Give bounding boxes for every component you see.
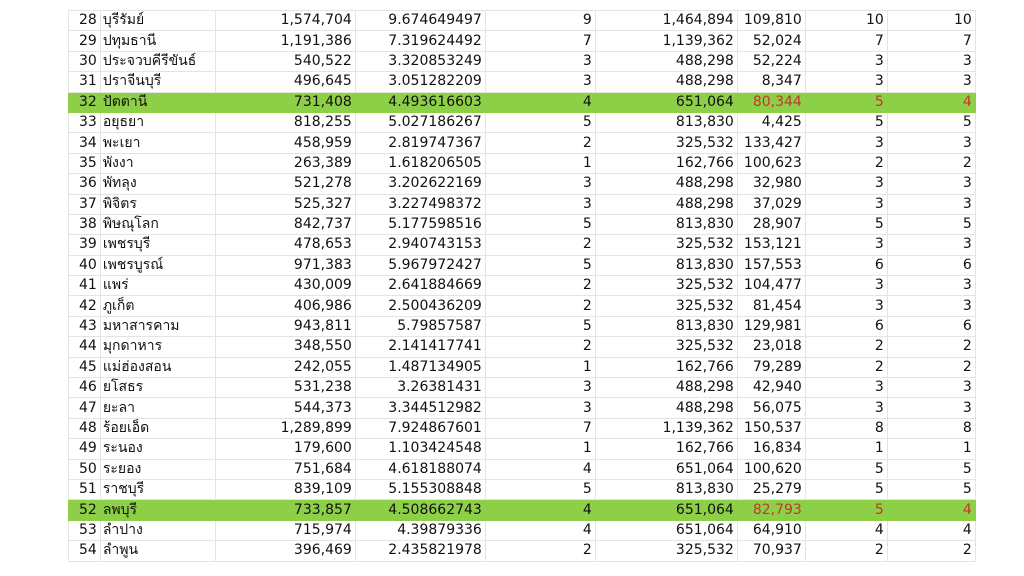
percentage-cell[interactable]: 5.79857587 bbox=[355, 316, 485, 336]
final-count-cell[interactable]: 3 bbox=[887, 378, 975, 398]
table-row bbox=[69, 296, 976, 316]
difference-cell[interactable]: 109,810 bbox=[737, 11, 805, 31]
difference-cell[interactable]: 42,940 bbox=[737, 378, 805, 398]
province-name-cell[interactable]: แม่ฮ่องสอน bbox=[100, 357, 215, 377]
base-count-cell[interactable]: 3 bbox=[485, 398, 595, 418]
amount-cell[interactable]: 488,298 bbox=[595, 398, 737, 418]
population-cell[interactable]: 839,109 bbox=[215, 479, 355, 499]
table-row bbox=[69, 31, 976, 51]
province-name-cell[interactable]: ลำปาง bbox=[100, 520, 215, 540]
final-count-cell[interactable]: 2 bbox=[887, 357, 975, 377]
percentage-cell[interactable]: 5.177598516 bbox=[355, 214, 485, 234]
difference-cell[interactable]: 23,018 bbox=[737, 337, 805, 357]
final-count-cell[interactable]: 6 bbox=[887, 255, 975, 275]
final-count-cell[interactable]: 7 bbox=[887, 31, 975, 51]
adjusted-count-cell[interactable]: 6 bbox=[805, 316, 887, 336]
province-name-cell[interactable]: เพชรบูรณ์ bbox=[100, 255, 215, 275]
adjusted-count-cell[interactable]: 5 bbox=[805, 92, 887, 112]
final-count-cell[interactable]: 5 bbox=[887, 479, 975, 499]
final-count-cell[interactable]: 3 bbox=[887, 398, 975, 418]
row-number-cell[interactable]: 30 bbox=[69, 51, 101, 71]
base-count-cell[interactable]: 1 bbox=[485, 153, 595, 173]
row-number-cell[interactable]: 44 bbox=[69, 337, 101, 357]
adjusted-count-cell[interactable]: 5 bbox=[805, 214, 887, 234]
table-row bbox=[69, 133, 976, 153]
amount-cell[interactable]: 813,830 bbox=[595, 112, 737, 132]
percentage-cell[interactable]: 3.26381431 bbox=[355, 378, 485, 398]
percentage-cell[interactable]: 3.227498372 bbox=[355, 194, 485, 214]
table-row bbox=[69, 51, 976, 71]
population-cell[interactable]: 971,383 bbox=[215, 255, 355, 275]
difference-cell[interactable]: 4,425 bbox=[737, 112, 805, 132]
table-row bbox=[69, 541, 976, 561]
table-row bbox=[69, 337, 976, 357]
percentage-cell[interactable]: 5.155308848 bbox=[355, 479, 485, 499]
percentage-cell[interactable]: 4.39879336 bbox=[355, 520, 485, 540]
difference-cell[interactable]: 37,029 bbox=[737, 194, 805, 214]
amount-cell[interactable]: 325,532 bbox=[595, 337, 737, 357]
adjusted-count-cell[interactable]: 6 bbox=[805, 255, 887, 275]
row-number-cell[interactable]: 45 bbox=[69, 357, 101, 377]
row-number-cell[interactable]: 31 bbox=[69, 72, 101, 92]
percentage-cell[interactable]: 7.924867601 bbox=[355, 418, 485, 438]
amount-cell[interactable]: 813,830 bbox=[595, 255, 737, 275]
province-name-cell[interactable]: มุกดาหาร bbox=[100, 337, 215, 357]
population-cell[interactable]: 406,986 bbox=[215, 296, 355, 316]
percentage-cell[interactable]: 5.967972427 bbox=[355, 255, 485, 275]
final-count-cell[interactable]: 3 bbox=[887, 51, 975, 71]
percentage-cell[interactable]: 2.641884669 bbox=[355, 276, 485, 296]
difference-cell[interactable]: 81,454 bbox=[737, 296, 805, 316]
adjusted-count-cell[interactable]: 3 bbox=[805, 133, 887, 153]
province-name-cell[interactable]: พิจิตร bbox=[100, 194, 215, 214]
population-cell[interactable]: 540,522 bbox=[215, 51, 355, 71]
base-count-cell[interactable]: 1 bbox=[485, 439, 595, 459]
difference-cell[interactable]: 150,537 bbox=[737, 418, 805, 438]
adjusted-count-cell[interactable]: 4 bbox=[805, 520, 887, 540]
row-number-cell[interactable]: 48 bbox=[69, 418, 101, 438]
amount-cell[interactable]: 1,464,894 bbox=[595, 11, 737, 31]
base-count-cell[interactable]: 3 bbox=[485, 72, 595, 92]
final-count-cell[interactable]: 3 bbox=[887, 235, 975, 255]
row-number-cell[interactable]: 39 bbox=[69, 235, 101, 255]
province-name-cell[interactable]: ราชบุรี bbox=[100, 479, 215, 499]
row-number-cell[interactable]: 35 bbox=[69, 153, 101, 173]
province-table bbox=[68, 10, 976, 562]
population-cell[interactable]: 1,289,899 bbox=[215, 418, 355, 438]
province-name-cell[interactable]: อยุธยา bbox=[100, 112, 215, 132]
row-number-cell[interactable]: 43 bbox=[69, 316, 101, 336]
table-row-highlighted bbox=[69, 92, 976, 112]
percentage-cell[interactable]: 3.202622169 bbox=[355, 174, 485, 194]
table-row bbox=[69, 357, 976, 377]
amount-cell[interactable]: 813,830 bbox=[595, 214, 737, 234]
province-name-cell[interactable]: ลำพูน bbox=[100, 541, 215, 561]
final-count-cell[interactable]: 3 bbox=[887, 133, 975, 153]
row-number-cell[interactable]: 53 bbox=[69, 520, 101, 540]
base-count-cell[interactable]: 3 bbox=[485, 174, 595, 194]
province-name-cell[interactable]: ยโสธร bbox=[100, 378, 215, 398]
population-cell[interactable]: 263,389 bbox=[215, 153, 355, 173]
base-count-cell[interactable]: 5 bbox=[485, 255, 595, 275]
province-name-cell[interactable]: เพชรบุรี bbox=[100, 235, 215, 255]
base-count-cell[interactable]: 1 bbox=[485, 357, 595, 377]
adjusted-count-cell[interactable]: 2 bbox=[805, 541, 887, 561]
population-cell[interactable]: 842,737 bbox=[215, 214, 355, 234]
percentage-cell[interactable]: 2.141417741 bbox=[355, 337, 485, 357]
amount-cell[interactable]: 488,298 bbox=[595, 72, 737, 92]
province-name-cell[interactable]: พัทลุง bbox=[100, 174, 215, 194]
population-cell[interactable]: 531,238 bbox=[215, 378, 355, 398]
final-count-cell[interactable]: 2 bbox=[887, 337, 975, 357]
amount-cell[interactable]: 813,830 bbox=[595, 479, 737, 499]
table-row bbox=[69, 11, 976, 31]
final-count-cell[interactable]: 3 bbox=[887, 194, 975, 214]
final-count-cell[interactable]: 5 bbox=[887, 459, 975, 479]
difference-cell[interactable]: 80,344 bbox=[737, 92, 805, 112]
base-count-cell[interactable]: 2 bbox=[485, 541, 595, 561]
row-number-cell[interactable]: 50 bbox=[69, 459, 101, 479]
difference-cell[interactable]: 82,793 bbox=[737, 500, 805, 520]
table-row bbox=[69, 153, 976, 173]
amount-cell[interactable]: 325,532 bbox=[595, 276, 737, 296]
population-cell[interactable]: 521,278 bbox=[215, 174, 355, 194]
final-count-cell[interactable]: 5 bbox=[887, 112, 975, 132]
adjusted-count-cell[interactable]: 2 bbox=[805, 153, 887, 173]
population-cell[interactable]: 396,469 bbox=[215, 541, 355, 561]
final-count-cell[interactable]: 4 bbox=[887, 500, 975, 520]
base-count-cell[interactable]: 5 bbox=[485, 214, 595, 234]
final-count-cell[interactable]: 6 bbox=[887, 316, 975, 336]
amount-cell[interactable]: 651,064 bbox=[595, 92, 737, 112]
difference-cell[interactable]: 8,347 bbox=[737, 72, 805, 92]
row-number-cell[interactable]: 28 bbox=[69, 11, 101, 31]
percentage-cell[interactable]: 4.493616603 bbox=[355, 92, 485, 112]
row-number-cell[interactable]: 29 bbox=[69, 31, 101, 51]
province-name-cell[interactable]: พังงา bbox=[100, 153, 215, 173]
final-count-cell[interactable]: 3 bbox=[887, 276, 975, 296]
percentage-cell[interactable]: 2.819747367 bbox=[355, 133, 485, 153]
population-cell[interactable]: 818,255 bbox=[215, 112, 355, 132]
base-count-cell[interactable]: 3 bbox=[485, 194, 595, 214]
difference-cell[interactable]: 104,477 bbox=[737, 276, 805, 296]
population-cell[interactable]: 348,550 bbox=[215, 337, 355, 357]
base-count-cell[interactable]: 7 bbox=[485, 418, 595, 438]
final-count-cell[interactable]: 5 bbox=[887, 214, 975, 234]
adjusted-count-cell[interactable]: 5 bbox=[805, 479, 887, 499]
table-row bbox=[69, 479, 976, 499]
amount-cell[interactable]: 1,139,362 bbox=[595, 31, 737, 51]
table-row bbox=[69, 174, 976, 194]
percentage-cell[interactable]: 3.344512982 bbox=[355, 398, 485, 418]
adjusted-count-cell[interactable]: 3 bbox=[805, 296, 887, 316]
population-cell[interactable]: 242,055 bbox=[215, 357, 355, 377]
amount-cell[interactable]: 488,298 bbox=[595, 194, 737, 214]
percentage-cell[interactable]: 1.618206505 bbox=[355, 153, 485, 173]
province-name-cell[interactable]: ร้อยเอ็ด bbox=[100, 418, 215, 438]
adjusted-count-cell[interactable]: 5 bbox=[805, 459, 887, 479]
difference-cell[interactable]: 52,024 bbox=[737, 31, 805, 51]
base-count-cell[interactable]: 2 bbox=[485, 337, 595, 357]
difference-cell[interactable]: 133,427 bbox=[737, 133, 805, 153]
difference-cell[interactable]: 79,289 bbox=[737, 357, 805, 377]
population-cell[interactable]: 478,653 bbox=[215, 235, 355, 255]
final-count-cell[interactable]: 2 bbox=[887, 153, 975, 173]
adjusted-count-cell[interactable]: 5 bbox=[805, 112, 887, 132]
difference-cell[interactable]: 32,980 bbox=[737, 174, 805, 194]
base-count-cell[interactable]: 5 bbox=[485, 316, 595, 336]
population-cell[interactable]: 458,959 bbox=[215, 133, 355, 153]
difference-cell[interactable]: 70,937 bbox=[737, 541, 805, 561]
row-number-cell[interactable]: 49 bbox=[69, 439, 101, 459]
table-row bbox=[69, 316, 976, 336]
province-name-cell[interactable]: ปัตตานี bbox=[100, 92, 215, 112]
row-number-cell[interactable]: 52 bbox=[69, 500, 101, 520]
final-count-cell[interactable]: 2 bbox=[887, 541, 975, 561]
adjusted-count-cell[interactable]: 3 bbox=[805, 72, 887, 92]
percentage-cell[interactable]: 2.500436209 bbox=[355, 296, 485, 316]
province-name-cell[interactable]: ปราจีนบุรี bbox=[100, 72, 215, 92]
row-number-cell[interactable]: 38 bbox=[69, 214, 101, 234]
province-name-cell[interactable]: แพร่ bbox=[100, 276, 215, 296]
province-name-cell[interactable]: ภูเก็ต bbox=[100, 296, 215, 316]
province-name-cell[interactable]: พะเยา bbox=[100, 133, 215, 153]
province-name-cell[interactable]: บุรีรัมย์ bbox=[100, 11, 215, 31]
table-row bbox=[69, 276, 976, 296]
percentage-cell[interactable]: 1.487134905 bbox=[355, 357, 485, 377]
percentage-cell[interactable]: 5.027186267 bbox=[355, 112, 485, 132]
province-name-cell[interactable]: ลพบุรี bbox=[100, 500, 215, 520]
adjusted-count-cell[interactable]: 3 bbox=[805, 174, 887, 194]
percentage-cell[interactable]: 4.508662743 bbox=[355, 500, 485, 520]
amount-cell[interactable]: 651,064 bbox=[595, 500, 737, 520]
percentage-cell[interactable]: 4.618188074 bbox=[355, 459, 485, 479]
amount-cell[interactable]: 488,298 bbox=[595, 51, 737, 71]
table-row bbox=[69, 439, 976, 459]
percentage-cell[interactable]: 3.320853249 bbox=[355, 51, 485, 71]
percentage-cell[interactable]: 2.435821978 bbox=[355, 541, 485, 561]
difference-cell[interactable]: 153,121 bbox=[737, 235, 805, 255]
final-count-cell[interactable]: 1 bbox=[887, 439, 975, 459]
province-name-cell[interactable]: ระนอง bbox=[100, 439, 215, 459]
amount-cell[interactable]: 325,532 bbox=[595, 541, 737, 561]
difference-cell[interactable]: 100,623 bbox=[737, 153, 805, 173]
amount-cell[interactable]: 325,532 bbox=[595, 133, 737, 153]
row-number-cell[interactable]: 37 bbox=[69, 194, 101, 214]
population-cell[interactable]: 1,191,386 bbox=[215, 31, 355, 51]
final-count-cell[interactable]: 10 bbox=[887, 11, 975, 31]
amount-cell[interactable]: 488,298 bbox=[595, 378, 737, 398]
table-row-highlighted bbox=[69, 500, 976, 520]
base-count-cell[interactable]: 9 bbox=[485, 11, 595, 31]
amount-cell[interactable]: 162,766 bbox=[595, 357, 737, 377]
adjusted-count-cell[interactable]: 1 bbox=[805, 439, 887, 459]
adjusted-count-cell[interactable]: 3 bbox=[805, 276, 887, 296]
amount-cell[interactable]: 162,766 bbox=[595, 153, 737, 173]
amount-cell[interactable]: 162,766 bbox=[595, 439, 737, 459]
table-row bbox=[69, 112, 976, 132]
row-number-cell[interactable]: 46 bbox=[69, 378, 101, 398]
final-count-cell[interactable]: 3 bbox=[887, 296, 975, 316]
row-number-cell[interactable]: 34 bbox=[69, 133, 101, 153]
table-row bbox=[69, 418, 976, 438]
final-count-cell[interactable]: 3 bbox=[887, 72, 975, 92]
province-name-cell[interactable]: ระยอง bbox=[100, 459, 215, 479]
row-number-cell[interactable]: 40 bbox=[69, 255, 101, 275]
table-row bbox=[69, 459, 976, 479]
population-cell[interactable]: 525,327 bbox=[215, 194, 355, 214]
table-row bbox=[69, 255, 976, 275]
base-count-cell[interactable]: 2 bbox=[485, 296, 595, 316]
row-number-cell[interactable]: 41 bbox=[69, 276, 101, 296]
table-row bbox=[69, 398, 976, 418]
difference-cell[interactable]: 25,279 bbox=[737, 479, 805, 499]
adjusted-count-cell[interactable]: 10 bbox=[805, 11, 887, 31]
base-count-cell[interactable]: 4 bbox=[485, 520, 595, 540]
base-count-cell[interactable]: 2 bbox=[485, 276, 595, 296]
population-cell[interactable]: 179,600 bbox=[215, 439, 355, 459]
province-name-cell[interactable]: ประจวบคีรีขันธ์ bbox=[100, 51, 215, 71]
difference-cell[interactable]: 64,910 bbox=[737, 520, 805, 540]
difference-cell[interactable]: 52,224 bbox=[737, 51, 805, 71]
province-name-cell[interactable]: มหาสารคาม bbox=[100, 316, 215, 336]
difference-cell[interactable]: 129,981 bbox=[737, 316, 805, 336]
difference-cell[interactable]: 157,553 bbox=[737, 255, 805, 275]
amount-cell[interactable]: 488,298 bbox=[595, 174, 737, 194]
adjusted-count-cell[interactable]: 5 bbox=[805, 500, 887, 520]
row-number-cell[interactable]: 36 bbox=[69, 174, 101, 194]
population-cell[interactable]: 943,811 bbox=[215, 316, 355, 336]
base-count-cell[interactable]: 2 bbox=[485, 133, 595, 153]
population-cell[interactable]: 751,684 bbox=[215, 459, 355, 479]
population-cell[interactable]: 731,408 bbox=[215, 92, 355, 112]
base-count-cell[interactable]: 3 bbox=[485, 378, 595, 398]
amount-cell[interactable]: 651,064 bbox=[595, 520, 737, 540]
population-cell[interactable]: 544,373 bbox=[215, 398, 355, 418]
base-count-cell[interactable]: 2 bbox=[485, 235, 595, 255]
table-row bbox=[69, 72, 976, 92]
adjusted-count-cell[interactable]: 3 bbox=[805, 51, 887, 71]
adjusted-count-cell[interactable]: 8 bbox=[805, 418, 887, 438]
province-name-cell[interactable]: ปทุมธานี bbox=[100, 31, 215, 51]
base-count-cell[interactable]: 5 bbox=[485, 479, 595, 499]
row-number-cell[interactable]: 33 bbox=[69, 112, 101, 132]
final-count-cell[interactable]: 8 bbox=[887, 418, 975, 438]
final-count-cell[interactable]: 4 bbox=[887, 92, 975, 112]
amount-cell[interactable]: 651,064 bbox=[595, 459, 737, 479]
table-row bbox=[69, 194, 976, 214]
row-number-cell[interactable]: 51 bbox=[69, 479, 101, 499]
base-count-cell[interactable]: 3 bbox=[485, 51, 595, 71]
percentage-cell[interactable]: 9.674649497 bbox=[355, 11, 485, 31]
percentage-cell[interactable]: 1.103424548 bbox=[355, 439, 485, 459]
row-number-cell[interactable]: 54 bbox=[69, 541, 101, 561]
difference-cell[interactable]: 16,834 bbox=[737, 439, 805, 459]
base-count-cell[interactable]: 4 bbox=[485, 92, 595, 112]
population-cell[interactable]: 496,645 bbox=[215, 72, 355, 92]
final-count-cell[interactable]: 3 bbox=[887, 174, 975, 194]
table-row bbox=[69, 378, 976, 398]
difference-cell[interactable]: 100,620 bbox=[737, 459, 805, 479]
amount-cell[interactable]: 813,830 bbox=[595, 316, 737, 336]
amount-cell[interactable]: 325,532 bbox=[595, 235, 737, 255]
row-number-cell[interactable]: 47 bbox=[69, 398, 101, 418]
province-name-cell[interactable]: ยะลา bbox=[100, 398, 215, 418]
table-row bbox=[69, 235, 976, 255]
adjusted-count-cell[interactable]: 3 bbox=[805, 235, 887, 255]
row-number-cell[interactable]: 32 bbox=[69, 92, 101, 112]
adjusted-count-cell[interactable]: 3 bbox=[805, 378, 887, 398]
adjusted-count-cell[interactable]: 7 bbox=[805, 31, 887, 51]
base-count-cell[interactable]: 5 bbox=[485, 112, 595, 132]
row-number-cell[interactable]: 42 bbox=[69, 296, 101, 316]
difference-cell[interactable]: 28,907 bbox=[737, 214, 805, 234]
adjusted-count-cell[interactable]: 3 bbox=[805, 398, 887, 418]
percentage-cell[interactable]: 7.319624492 bbox=[355, 31, 485, 51]
adjusted-count-cell[interactable]: 2 bbox=[805, 357, 887, 377]
population-cell[interactable]: 430,009 bbox=[215, 276, 355, 296]
population-cell[interactable]: 1,574,704 bbox=[215, 11, 355, 31]
population-cell[interactable]: 715,974 bbox=[215, 520, 355, 540]
percentage-cell[interactable]: 3.051282209 bbox=[355, 72, 485, 92]
table-row bbox=[69, 520, 976, 540]
amount-cell[interactable]: 325,532 bbox=[595, 296, 737, 316]
amount-cell[interactable]: 1,139,362 bbox=[595, 418, 737, 438]
table-row bbox=[69, 214, 976, 234]
population-cell[interactable]: 733,857 bbox=[215, 500, 355, 520]
percentage-cell[interactable]: 2.940743153 bbox=[355, 235, 485, 255]
base-count-cell[interactable]: 4 bbox=[485, 459, 595, 479]
base-count-cell[interactable]: 7 bbox=[485, 31, 595, 51]
province-name-cell[interactable]: พิษณุโลก bbox=[100, 214, 215, 234]
adjusted-count-cell[interactable]: 3 bbox=[805, 194, 887, 214]
adjusted-count-cell[interactable]: 2 bbox=[805, 337, 887, 357]
final-count-cell[interactable]: 4 bbox=[887, 520, 975, 540]
base-count-cell[interactable]: 4 bbox=[485, 500, 595, 520]
difference-cell[interactable]: 56,075 bbox=[737, 398, 805, 418]
